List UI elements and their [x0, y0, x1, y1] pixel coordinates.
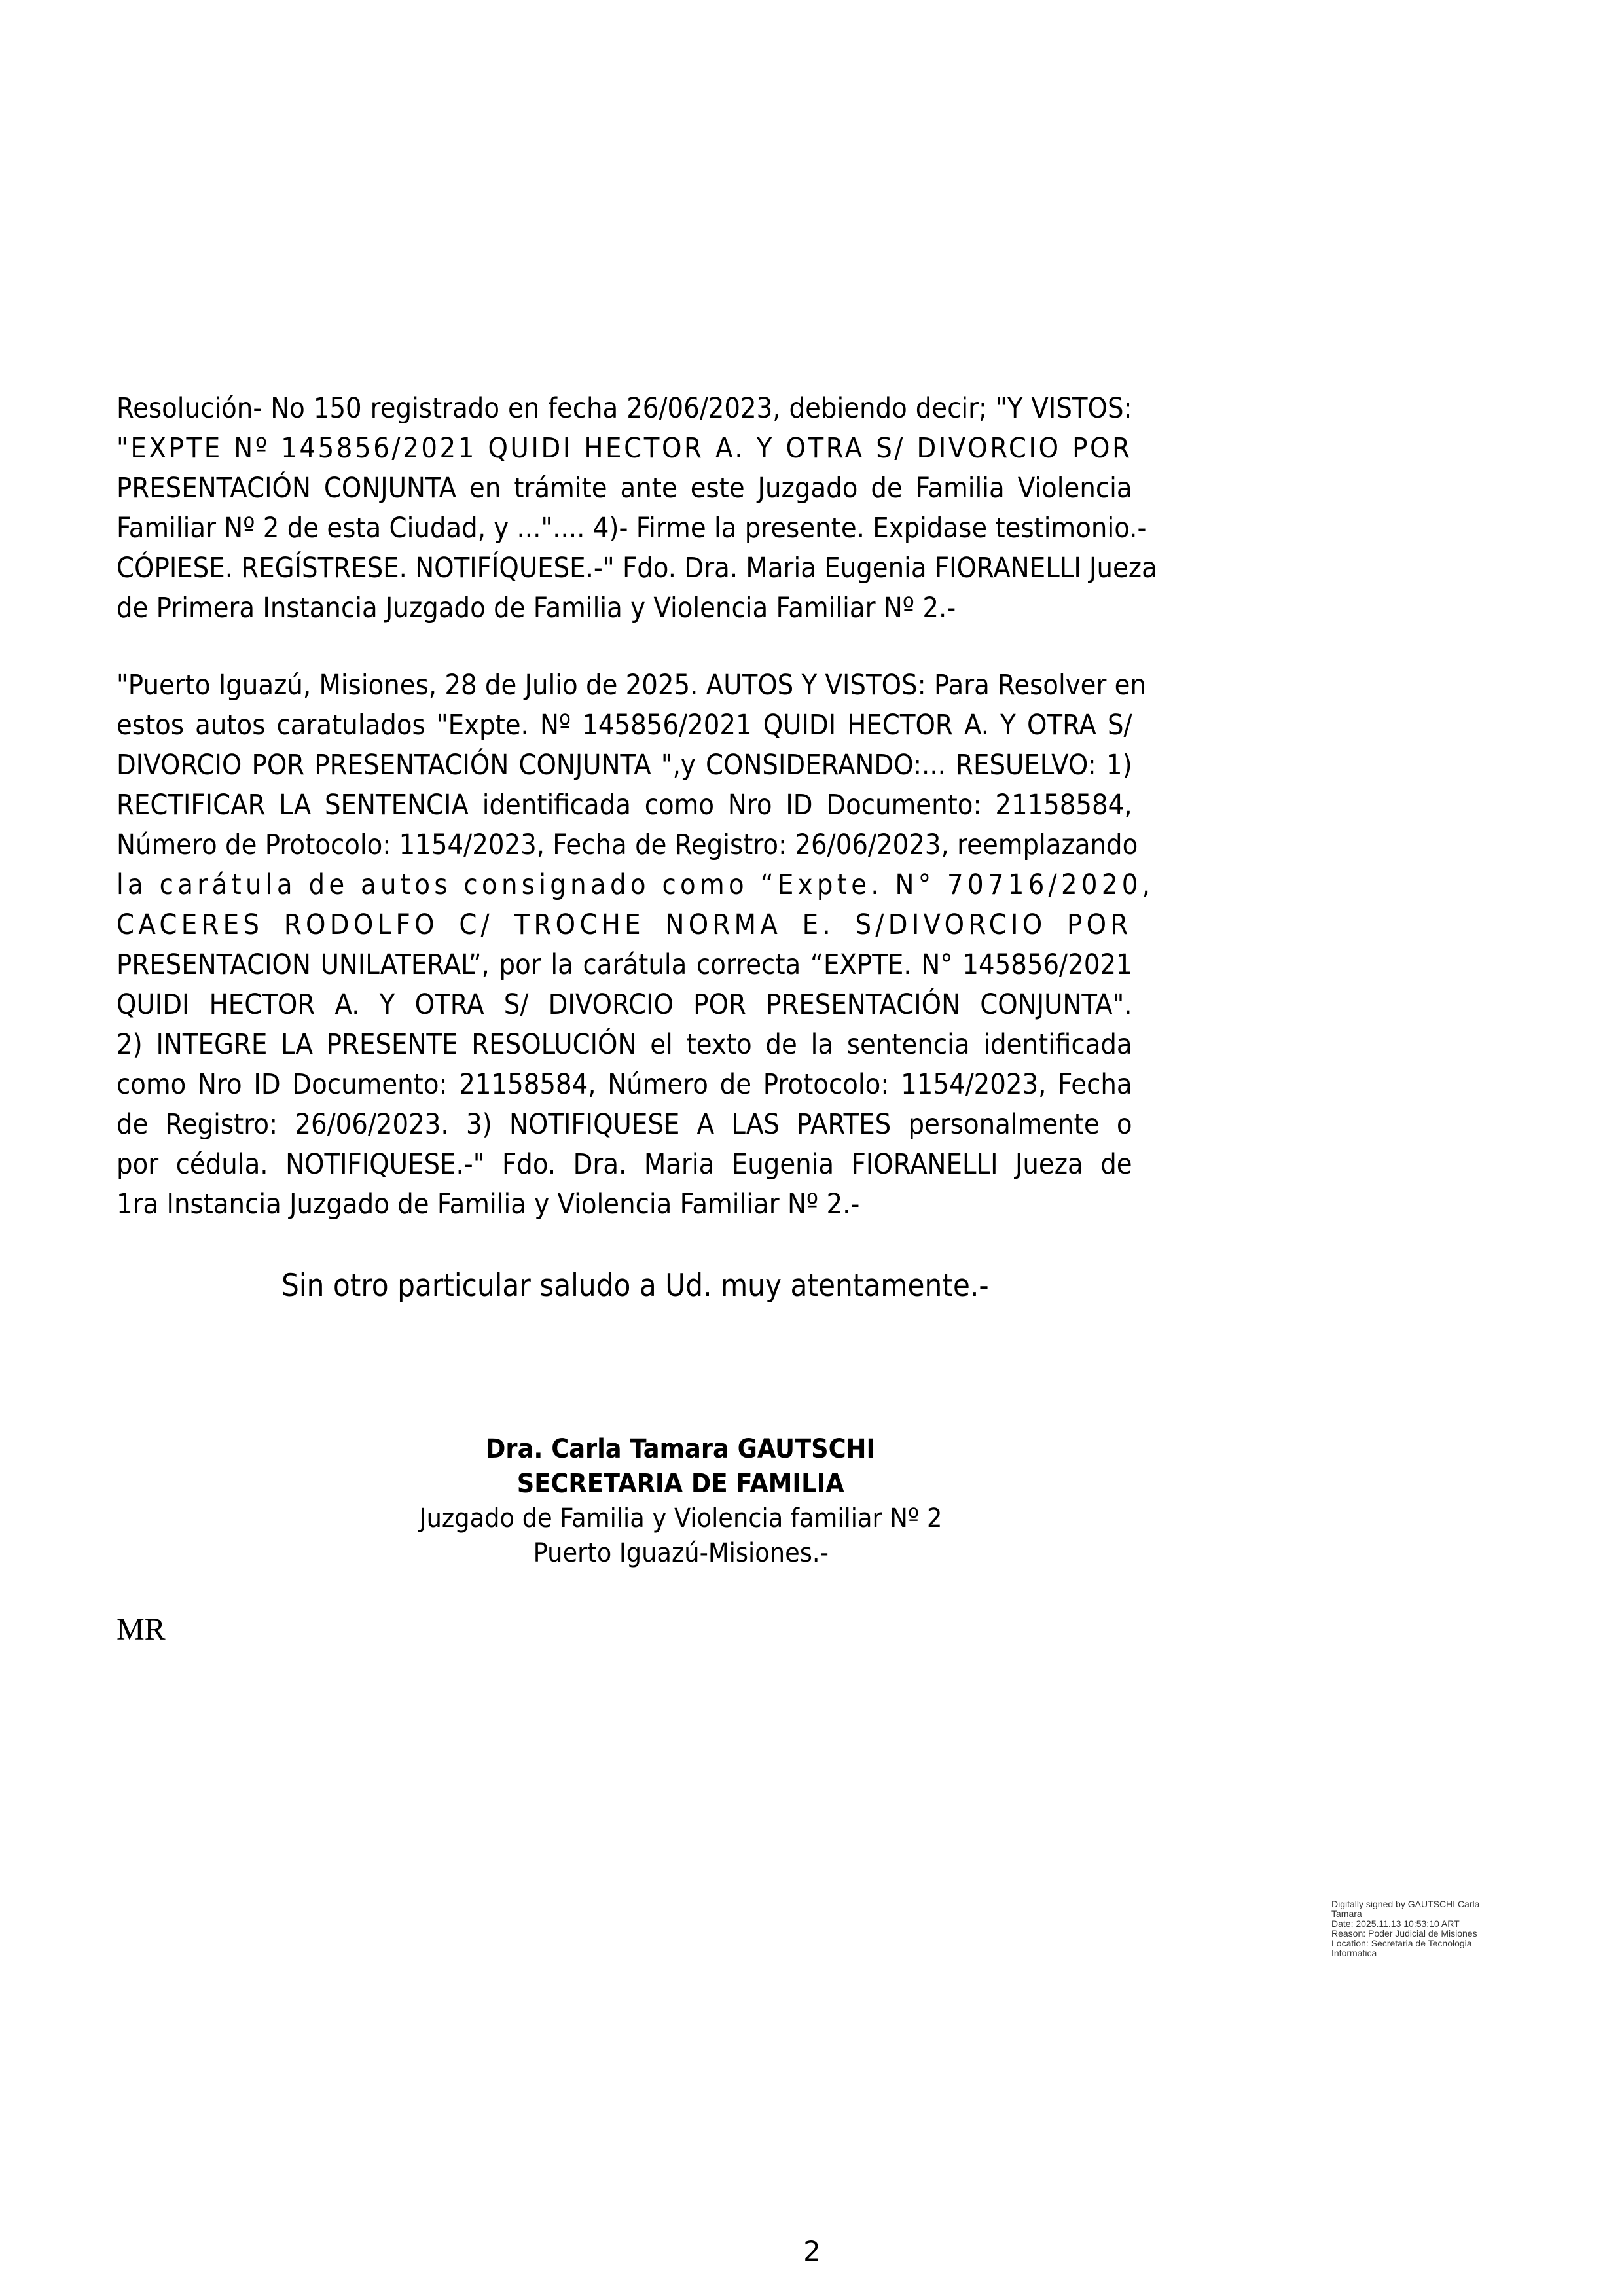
stamp-line: Location: Secretaria de Tecnologia	[1331, 1938, 1472, 1948]
stamp-line: Tamara	[1331, 1909, 1362, 1919]
closing-salutation: Sin otro particular saludo a Ud. muy atentamente.-	[281, 1268, 989, 1304]
paragraph-line: la carátula de autos consignado como “Expte. N° 70716/2020,	[117, 869, 1155, 901]
signatory-role-text: SECRETARIA DE FAMILIA	[516, 1469, 844, 1499]
paragraph-resolution	[117, 389, 1157, 628]
paragraph-line: CÓPIESE. REGÍSTRESE. NOTIFÍQUESE.-" Fdo. Dra. Maria Eugenia FIORANELLI Jueza	[117, 552, 1157, 584]
paragraph-ruling	[117, 666, 1155, 1225]
paragraph-line: de Primera Instancia Juzgado de Familia y Violencia Familiar Nº 2.-	[117, 592, 956, 624]
paragraph-line: Familiar Nº 2 de esta Ciudad, y ...".... 4)- Firme la presente. Expidase testimonio.-	[117, 512, 1147, 545]
paragraph-line: RECTIFICAR LA SENTENCIA identificada como Nro ID Documento: 21158584,	[117, 789, 1132, 821]
page-number: 2	[803, 2235, 821, 2267]
paragraph-line: "Puerto Iguazú, Misiones, 28 de Julio de 2025. AUTOS Y VISTOS: Para Resolver en	[117, 669, 1147, 702]
paragraph-line: Número de Protocolo: 1154/2023, Fecha de Registro: 26/06/2023, reemplazando	[117, 829, 1138, 861]
paragraph-line: "EXPTE Nº 145856/2021 QUIDI HECTOR A. Y OTRA S/ DIVORCIO POR	[117, 432, 1132, 465]
paragraph-line: 1ra Instancia Juzgado de Familia y Violencia Familiar Nº 2.-	[117, 1188, 860, 1221]
paragraph-line: PRESENTACION UNILATERAL”, por la carátula correcta “EXPTE. N° 145856/2021	[117, 948, 1132, 981]
stamp-line: Informatica	[1331, 1948, 1377, 1958]
signatory-city-text: Puerto Iguazú-Misiones.-	[533, 1538, 829, 1568]
paragraph-line: QUIDI HECTOR A. Y OTRA S/ DIVORCIO POR PRESENTACIÓN CONJUNTA".	[117, 988, 1132, 1021]
signatory-role	[314, 1466, 1047, 1502]
paragraph-line: Resolución- No 150 registrado en fecha 26/06/2023, debiendo decir; "Y VISTOS:	[117, 392, 1132, 425]
paragraph-line: 2) INTEGRE LA PRESENTE RESOLUCIÓN el texto de la sentencia identificada	[117, 1028, 1132, 1061]
paragraph-line: estos autos caratulados "Expte. Nº 145856/2021 QUIDI HECTOR A. Y OTRA S/	[117, 709, 1132, 742]
paragraph-line: como Nro ID Documento: 21158584, Número de Protocolo: 1154/2023, Fecha	[117, 1068, 1132, 1101]
paragraph-line: CACERES RODOLFO C/ TROCHE NORMA E. S/DIVORCIO POR	[117, 908, 1132, 941]
digital-signature-stamp	[1331, 1899, 1521, 1958]
signatory-name-text: Dra. Carla Tamara GAUTSCHI	[486, 1434, 876, 1464]
signatory-name	[314, 1431, 1047, 1467]
typist-initials: MR	[117, 1612, 166, 1647]
signatory-city	[314, 1535, 1047, 1571]
paragraph-line: de Registro: 26/06/2023. 3) NOTIFIQUESE A LAS PARTES personalmente o	[117, 1108, 1132, 1141]
stamp-line: Reason: Poder Judicial de Misiones	[1331, 1928, 1477, 1939]
stamp-line: Digitally signed by GAUTSCHI Carla	[1331, 1899, 1480, 1909]
signatory-court	[314, 1501, 1047, 1537]
stamp-line: Date: 2025.11.13 10:53:10 ART	[1331, 1918, 1460, 1929]
paragraph-line: DIVORCIO POR PRESENTACIÓN CONJUNTA ",y CONSIDERANDO:... RESUELVO: 1)	[117, 749, 1132, 781]
paragraph-line: por cédula. NOTIFIQUESE.-" Fdo. Dra. Maria Eugenia FIORANELLI Jueza de	[117, 1148, 1132, 1181]
paragraph-line: PRESENTACIÓN CONJUNTA en trámite ante este Juzgado de Familia Violencia	[117, 472, 1132, 505]
signatory-court-text: Juzgado de Familia y Violencia familiar Nº 2	[419, 1503, 943, 1534]
